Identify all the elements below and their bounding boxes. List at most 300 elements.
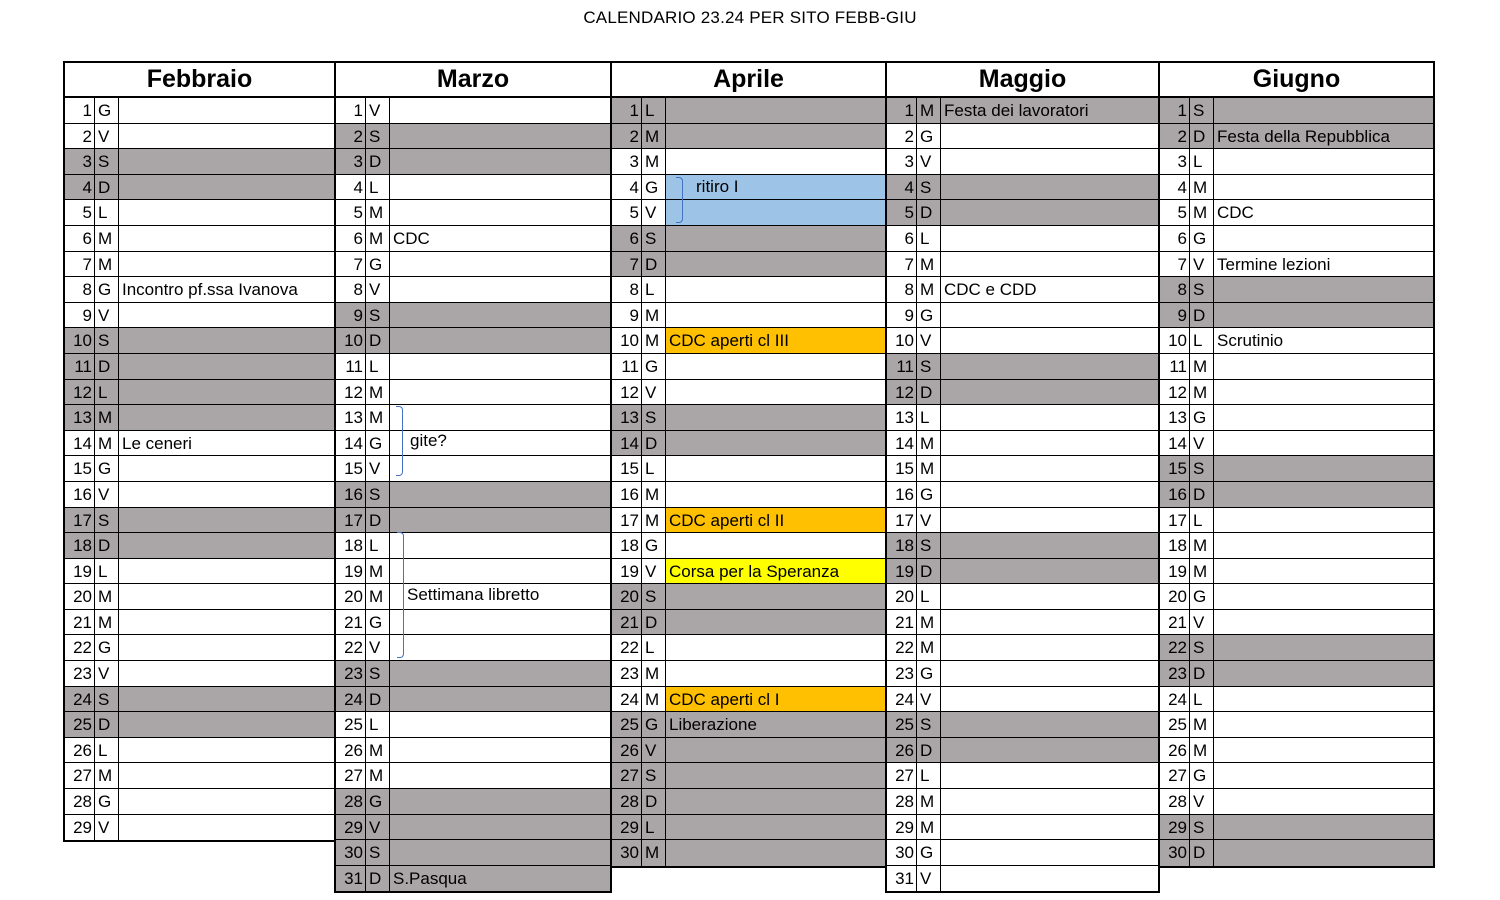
day-row <box>887 763 1158 789</box>
day-number: 30 <box>887 840 917 865</box>
day-event: Termine lezioni <box>1217 254 1331 274</box>
month-header: Aprile <box>612 63 885 98</box>
weekday-letter: S <box>95 508 119 533</box>
day-number: 6 <box>887 226 917 251</box>
day-number: 18 <box>887 533 917 558</box>
day-row <box>336 635 610 661</box>
day-number: 2 <box>612 124 642 149</box>
day-number: 30 <box>612 840 642 866</box>
day-number: 17 <box>612 508 642 533</box>
month-giugno <box>1158 61 1435 868</box>
day-number: 16 <box>1160 482 1190 507</box>
day-number: 31 <box>336 866 366 892</box>
day-number: 29 <box>612 815 642 840</box>
day-event <box>666 98 885 123</box>
day-row <box>887 533 1158 559</box>
day-row <box>612 124 885 150</box>
day-number: 25 <box>65 712 95 737</box>
weekday-letter: L <box>642 635 666 660</box>
day-event <box>666 303 885 328</box>
weekday-letter: M <box>95 763 119 788</box>
day-row <box>887 226 1158 252</box>
weekday-letter: S <box>1190 815 1214 840</box>
weekday-letter: M <box>917 456 941 481</box>
day-event <box>666 405 885 430</box>
day-number: 8 <box>887 277 917 302</box>
day-event <box>941 303 1158 328</box>
day-number: 2 <box>336 124 366 149</box>
weekday-letter: L <box>95 738 119 763</box>
day-number: 23 <box>887 661 917 686</box>
day-row <box>65 405 334 431</box>
day-event <box>390 252 610 277</box>
day-number: 2 <box>887 124 917 149</box>
day-number: 30 <box>1160 840 1190 866</box>
day-number: 11 <box>1160 354 1190 379</box>
weekday-letter: D <box>917 559 941 584</box>
weekday-letter: V <box>917 508 941 533</box>
day-event <box>1214 431 1433 456</box>
day-row <box>612 175 885 201</box>
day-number: 19 <box>612 559 642 584</box>
day-row <box>1160 687 1433 713</box>
day-event <box>941 763 1158 788</box>
day-event <box>390 303 610 328</box>
ritiro-label: ritiro I <box>696 177 739 196</box>
day-event <box>1214 508 1433 533</box>
day-row <box>887 482 1158 508</box>
day-number: 6 <box>336 226 366 251</box>
day-number: 7 <box>336 252 366 277</box>
weekday-letter: S <box>642 226 666 251</box>
weekday-letter: D <box>642 252 666 277</box>
day-number: 20 <box>612 584 642 609</box>
weekday-letter: V <box>642 559 666 584</box>
weekday-letter: L <box>1190 687 1214 712</box>
day-event: Le ceneri <box>122 433 192 453</box>
weekday-letter: D <box>95 712 119 737</box>
day-number: 31 <box>887 866 917 892</box>
weekday-letter: S <box>95 328 119 353</box>
weekday-letter: L <box>366 533 390 558</box>
day-event <box>941 738 1158 763</box>
day-number: 12 <box>65 380 95 405</box>
day-event <box>941 149 1158 174</box>
day-event <box>666 610 885 635</box>
weekday-letter: S <box>366 303 390 328</box>
weekday-letter: G <box>1190 405 1214 430</box>
day-row <box>1160 738 1433 764</box>
day-event <box>666 840 885 866</box>
weekday-letter: S <box>366 840 390 865</box>
day-event <box>390 508 610 533</box>
day-event: Festa della Repubblica <box>1217 126 1390 146</box>
day-number: 28 <box>887 789 917 814</box>
weekday-letter: M <box>1190 380 1214 405</box>
weekday-letter: G <box>95 277 119 302</box>
day-row <box>65 380 334 406</box>
day-event <box>119 508 334 533</box>
day-event <box>119 533 334 558</box>
day-number: 4 <box>612 175 642 200</box>
day-event: CDC <box>393 228 430 248</box>
day-row <box>65 763 334 789</box>
day-number: 7 <box>1160 252 1190 277</box>
day-event <box>1214 277 1433 302</box>
day-number: 14 <box>612 431 642 456</box>
month-header: Giugno <box>1160 63 1433 98</box>
day-number: 29 <box>65 815 95 841</box>
day-row <box>887 328 1158 354</box>
weekday-letter: M <box>366 763 390 788</box>
weekday-letter: M <box>917 98 941 123</box>
day-number: 8 <box>336 277 366 302</box>
weekday-letter: G <box>366 610 390 635</box>
day-event <box>941 482 1158 507</box>
day-number: 26 <box>887 738 917 763</box>
day-number: 4 <box>887 175 917 200</box>
day-row <box>1160 635 1433 661</box>
day-row <box>1160 303 1433 329</box>
day-event <box>390 98 610 123</box>
day-number: 16 <box>336 482 366 507</box>
day-row <box>336 354 610 380</box>
day-number: 25 <box>612 712 642 737</box>
day-number: 29 <box>887 815 917 840</box>
day-event <box>666 252 885 277</box>
day-row <box>1160 431 1433 457</box>
day-event <box>390 815 610 840</box>
day-row <box>65 559 334 585</box>
day-number: 22 <box>65 635 95 660</box>
day-row <box>612 789 885 815</box>
day-event: Liberazione <box>669 715 757 735</box>
day-number: 5 <box>612 200 642 225</box>
day-event <box>1214 456 1433 481</box>
day-row <box>336 405 610 431</box>
day-row <box>887 354 1158 380</box>
day-event: CDC aperti cl III <box>666 328 885 353</box>
day-number: 16 <box>887 482 917 507</box>
weekday-letter: D <box>1190 840 1214 866</box>
day-event <box>1214 149 1433 174</box>
day-row <box>1160 405 1433 431</box>
day-row <box>887 635 1158 661</box>
day-row <box>65 98 334 124</box>
day-event <box>119 252 334 277</box>
day-row <box>1160 815 1433 841</box>
weekday-letter: S <box>95 149 119 174</box>
day-event: CDC e CDD <box>944 280 1037 300</box>
day-number: 10 <box>336 328 366 353</box>
day-number: 12 <box>1160 380 1190 405</box>
day-number: 18 <box>1160 533 1190 558</box>
weekday-letter: S <box>917 175 941 200</box>
day-row <box>612 533 885 559</box>
day-event <box>941 610 1158 635</box>
day-event <box>1214 303 1433 328</box>
day-number: 22 <box>612 635 642 660</box>
day-row <box>336 200 610 226</box>
weekday-letter: L <box>1190 149 1214 174</box>
day-event <box>390 789 610 814</box>
day-number: 14 <box>65 431 95 456</box>
day-number: 10 <box>1160 328 1190 353</box>
day-row <box>612 328 885 354</box>
day-number: 27 <box>1160 763 1190 788</box>
day-row <box>887 405 1158 431</box>
day-event <box>119 98 334 123</box>
day-row <box>887 456 1158 482</box>
day-row <box>1160 661 1433 687</box>
weekday-letter: L <box>95 380 119 405</box>
day-event <box>941 840 1158 865</box>
day-number: 6 <box>1160 226 1190 251</box>
weekday-letter: V <box>366 98 390 123</box>
weekday-letter: V <box>95 815 119 841</box>
day-number: 19 <box>65 559 95 584</box>
day-event <box>119 482 334 507</box>
day-number: 2 <box>1160 124 1190 149</box>
day-row <box>612 738 885 764</box>
day-row <box>887 559 1158 585</box>
day-row <box>1160 98 1433 124</box>
weekday-letter: V <box>642 738 666 763</box>
day-row <box>65 687 334 713</box>
day-event <box>941 815 1158 840</box>
weekday-letter: M <box>1190 533 1214 558</box>
day-row <box>336 380 610 406</box>
day-event <box>119 124 334 149</box>
day-event <box>390 482 610 507</box>
day-row <box>1160 252 1433 278</box>
day-number: 23 <box>65 661 95 686</box>
weekday-letter: G <box>917 482 941 507</box>
day-number: 6 <box>65 226 95 251</box>
day-number: 28 <box>612 789 642 814</box>
day-row <box>612 712 885 738</box>
day-event <box>1214 635 1433 660</box>
day-row <box>65 789 334 815</box>
day-event <box>119 226 334 251</box>
day-row <box>887 789 1158 815</box>
day-event <box>1214 533 1433 558</box>
day-event <box>666 456 885 481</box>
weekday-letter: V <box>95 661 119 686</box>
day-number: 4 <box>336 175 366 200</box>
day-event <box>941 354 1158 379</box>
day-event <box>1214 763 1433 788</box>
day-number: 24 <box>65 687 95 712</box>
weekday-letter: M <box>642 840 666 866</box>
weekday-letter: L <box>95 200 119 225</box>
day-event: Festa dei lavoratori <box>944 101 1089 120</box>
weekday-letter: G <box>642 712 666 737</box>
day-row <box>887 431 1158 457</box>
day-event <box>119 661 334 686</box>
day-event <box>941 456 1158 481</box>
weekday-letter: L <box>366 712 390 737</box>
day-event <box>119 200 334 225</box>
page-title: CALENDARIO 23.24 PER SITO FEBB-GIU <box>583 8 917 27</box>
weekday-letter: S <box>1190 635 1214 660</box>
day-event <box>941 380 1158 405</box>
day-event <box>941 226 1158 251</box>
day-event <box>119 635 334 660</box>
day-number: 19 <box>887 559 917 584</box>
day-event <box>941 328 1158 353</box>
day-number: 9 <box>1160 303 1190 328</box>
weekday-letter: D <box>1190 124 1214 149</box>
day-number: 9 <box>336 303 366 328</box>
day-event <box>1214 226 1433 251</box>
day-number: 24 <box>887 687 917 712</box>
day-number: 18 <box>336 533 366 558</box>
day-number: 14 <box>1160 431 1190 456</box>
day-row <box>887 687 1158 713</box>
day-number: 18 <box>65 533 95 558</box>
day-row <box>65 431 334 457</box>
day-number: 15 <box>336 456 366 481</box>
day-event: S.Pasqua <box>393 868 467 888</box>
weekday-letter: M <box>917 277 941 302</box>
day-row <box>65 303 334 329</box>
weekday-letter: L <box>1190 508 1214 533</box>
month-header: Marzo <box>336 63 610 98</box>
weekday-letter: S <box>642 405 666 430</box>
day-row <box>612 431 885 457</box>
day-event <box>390 840 610 865</box>
day-row <box>887 738 1158 764</box>
day-number: 25 <box>336 712 366 737</box>
day-event <box>390 712 610 737</box>
day-event <box>941 559 1158 584</box>
day-row <box>612 149 885 175</box>
weekday-letter: M <box>366 405 390 430</box>
day-event <box>1214 584 1433 609</box>
weekday-letter: V <box>1190 610 1214 635</box>
day-row <box>65 508 334 534</box>
day-event <box>119 687 334 712</box>
day-event <box>390 687 610 712</box>
day-row <box>612 380 885 406</box>
day-event <box>1214 380 1433 405</box>
day-event <box>666 226 885 251</box>
weekday-letter: M <box>917 431 941 456</box>
day-number: 2 <box>65 124 95 149</box>
day-row <box>612 456 885 482</box>
day-event <box>941 431 1158 456</box>
weekday-letter: D <box>917 738 941 763</box>
day-event <box>390 738 610 763</box>
day-number: 28 <box>336 789 366 814</box>
day-number: 23 <box>1160 661 1190 686</box>
day-number: 1 <box>1160 98 1190 123</box>
weekday-letter: V <box>366 635 390 660</box>
weekday-letter: M <box>1190 712 1214 737</box>
day-row <box>612 584 885 610</box>
day-event <box>1214 354 1433 379</box>
weekday-letter: M <box>642 482 666 507</box>
day-row <box>336 277 610 303</box>
day-event <box>390 661 610 686</box>
weekday-letter: L <box>95 559 119 584</box>
weekday-letter: D <box>366 508 390 533</box>
day-event <box>390 610 610 635</box>
weekday-letter: M <box>917 252 941 277</box>
gite-bracket <box>396 406 403 476</box>
day-event <box>1214 559 1433 584</box>
day-row <box>887 610 1158 636</box>
day-event <box>390 277 610 302</box>
weekday-letter: S <box>642 763 666 788</box>
day-number: 21 <box>336 610 366 635</box>
weekday-letter: G <box>95 98 119 123</box>
day-number: 7 <box>612 252 642 277</box>
weekday-letter: L <box>366 354 390 379</box>
weekday-letter: M <box>366 738 390 763</box>
day-event <box>666 763 885 788</box>
day-number: 11 <box>612 354 642 379</box>
day-row <box>336 252 610 278</box>
day-row <box>612 277 885 303</box>
weekday-letter: D <box>366 866 390 892</box>
day-event <box>1214 687 1433 712</box>
day-row <box>336 815 610 841</box>
day-row <box>612 508 885 534</box>
weekday-letter: D <box>366 687 390 712</box>
day-number: 10 <box>65 328 95 353</box>
weekday-letter: D <box>642 610 666 635</box>
day-event <box>941 584 1158 609</box>
day-row <box>336 687 610 713</box>
day-row <box>887 277 1158 303</box>
day-event <box>390 175 610 200</box>
day-event <box>119 610 334 635</box>
weekday-letter: V <box>917 687 941 712</box>
weekday-letter: D <box>1190 482 1214 507</box>
weekday-letter: G <box>1190 226 1214 251</box>
day-row <box>336 508 610 534</box>
day-event <box>941 124 1158 149</box>
weekday-letter: G <box>1190 584 1214 609</box>
day-row <box>612 482 885 508</box>
day-event <box>1214 482 1433 507</box>
day-row <box>65 738 334 764</box>
weekday-letter: M <box>642 328 666 353</box>
day-number: 15 <box>1160 456 1190 481</box>
day-event <box>1214 789 1433 814</box>
day-row <box>887 124 1158 150</box>
day-row <box>65 149 334 175</box>
weekday-letter: M <box>917 815 941 840</box>
day-event <box>666 354 885 379</box>
day-row <box>612 610 885 636</box>
day-event: CDC <box>1217 203 1254 223</box>
day-row <box>65 815 334 841</box>
weekday-letter: M <box>366 200 390 225</box>
day-event <box>390 200 610 225</box>
day-row <box>887 149 1158 175</box>
month-header: Febbraio <box>65 63 334 98</box>
weekday-letter: G <box>917 124 941 149</box>
day-row <box>1160 200 1433 226</box>
day-event <box>390 635 610 660</box>
weekday-letter: L <box>642 456 666 481</box>
day-number: 19 <box>336 559 366 584</box>
day-row <box>612 303 885 329</box>
day-number: 4 <box>65 175 95 200</box>
